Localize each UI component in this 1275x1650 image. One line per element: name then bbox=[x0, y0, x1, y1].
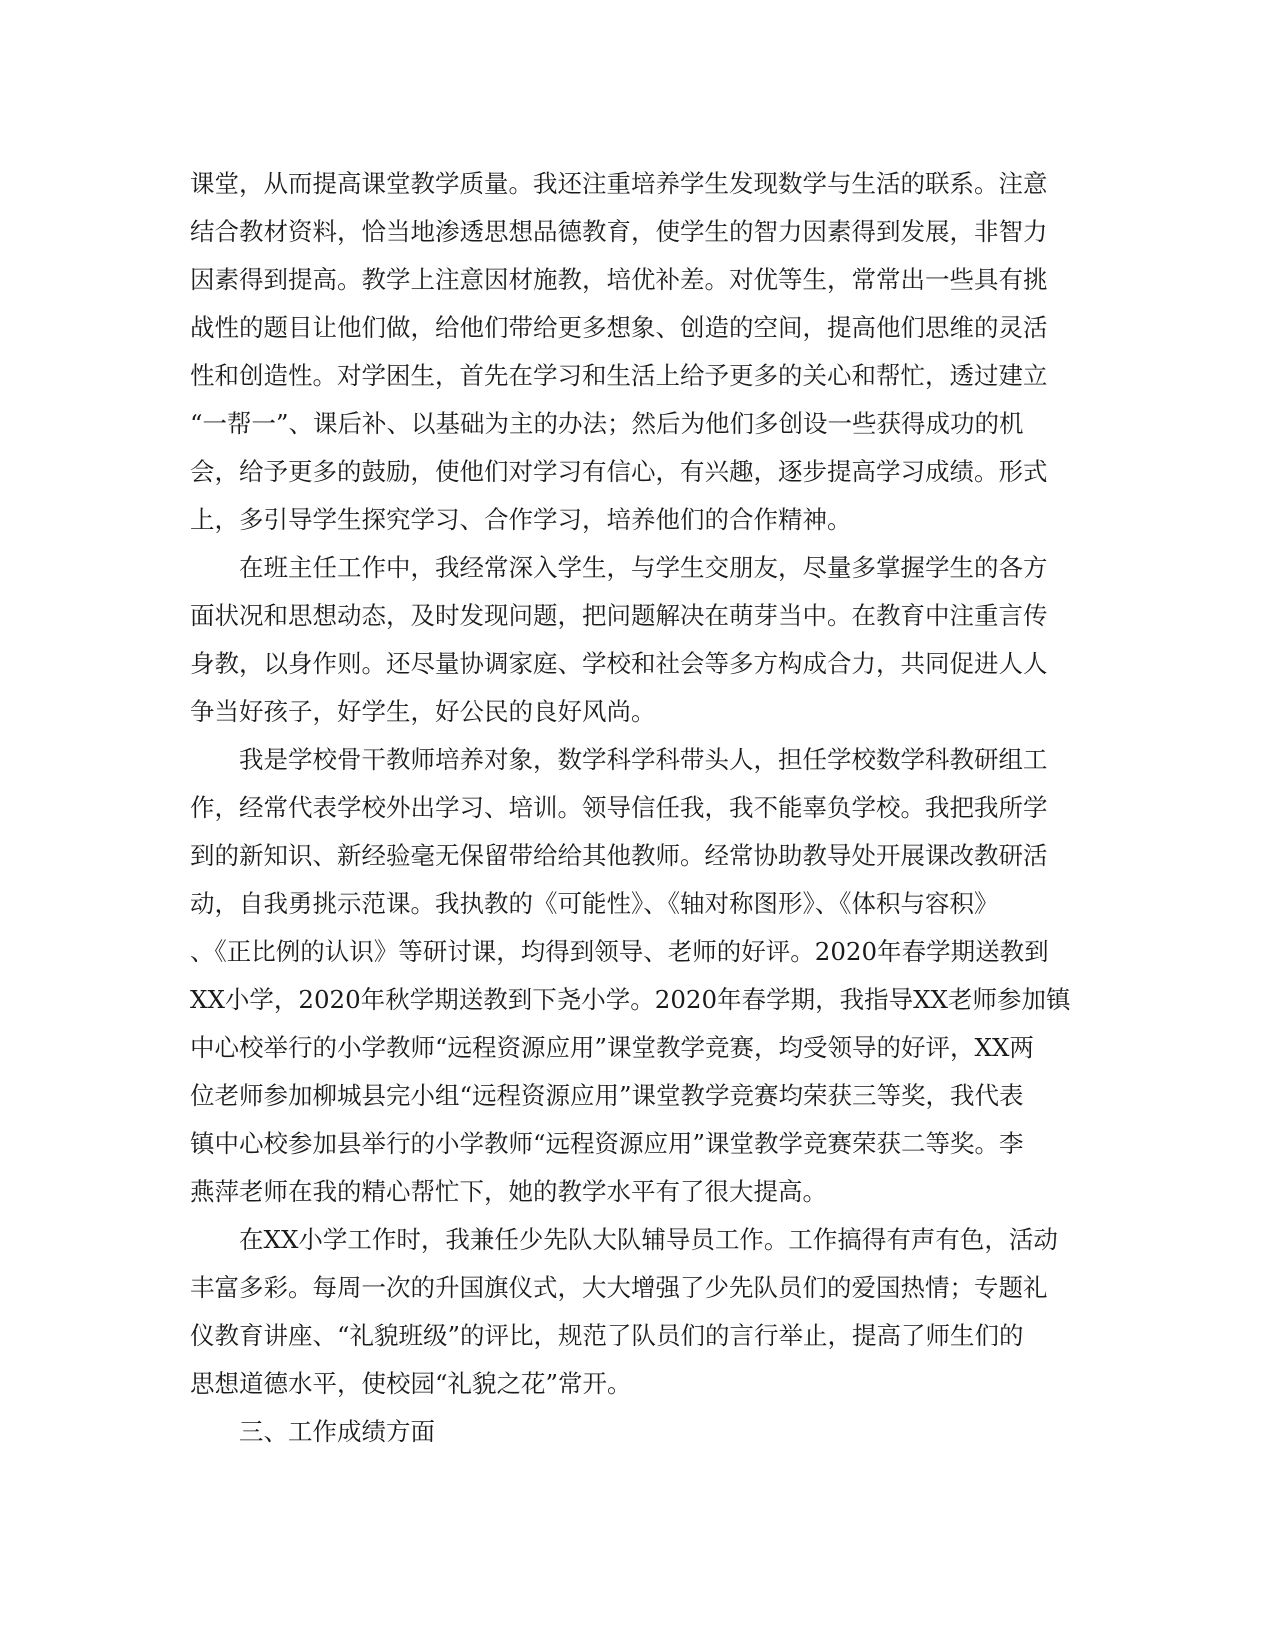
text-line: XX小学，2020年秋学期送教到下尧小学。2020年春学期，我指导XX老师参加镇 bbox=[190, 985, 1071, 1014]
paragraph bbox=[190, 160, 1070, 544]
document-body bbox=[190, 160, 1070, 1456]
text-line: 争当好孩子，好学生，好公民的良好风尚。 bbox=[190, 697, 656, 726]
text-line: 思想道德水平，使校园“礼貌之花”常开。 bbox=[190, 1369, 632, 1398]
text-line: 作，经常代表学校外出学习、培训。领导信任我，我不能辜负学校。我把我所学 bbox=[190, 793, 1048, 822]
paragraph bbox=[190, 736, 1070, 1216]
paragraph bbox=[190, 1216, 1070, 1408]
text-line: 我是学校骨干教师培养对象，数学科学科带头人，担任学校数学科教研组工 bbox=[239, 745, 1048, 774]
section-heading: 三、工作成绩方面 bbox=[239, 1417, 435, 1446]
paragraph bbox=[190, 544, 1070, 736]
text-line: 性和创造性。对学困生，首先在学习和生活上给予更多的关心和帮忙，透过建立 bbox=[190, 361, 1048, 390]
text-line: “一帮一”、课后补、以基础为主的办法；然后为他们多创设一些获得成功的机 bbox=[190, 409, 1024, 438]
text-line: 到的新知识、新经验毫无保留带给给其他教师。经常协助教导处开展课改教研活 bbox=[190, 841, 1048, 870]
text-line: 燕萍老师在我的精心帮忙下，她的教学水平有了很大提高。 bbox=[190, 1177, 827, 1206]
text-line: 上，多引导学生探究学习、合作学习，培养他们的合作精神。 bbox=[190, 505, 852, 534]
text-line: 课堂，从而提高课堂教学质量。我还注重培养学生发现数学与生活的联系。注意 bbox=[190, 169, 1048, 198]
text-line: 身教，以身作则。还尽量协调家庭、学校和社会等多方构成合力，共同促进人人 bbox=[190, 649, 1048, 678]
text-line: 结合教材资料，恰当地渗透思想品德教育，使学生的智力因素得到发展，非智力 bbox=[190, 217, 1048, 246]
text-line: 在XX小学工作时，我兼任少先队大队辅导员工作。工作搞得有声有色，活动 bbox=[239, 1225, 1058, 1254]
text-line: 仪教育讲座、“礼貌班级”的评比，规范了队员们的言行举止，提高了师生们的 bbox=[190, 1321, 1024, 1350]
text-line: 镇中心校参加县举行的小学教师“远程资源应用”课堂教学竞赛荣获二等奖。李 bbox=[190, 1129, 1024, 1158]
text-line: 在班主任工作中，我经常深入学生，与学生交朋友，尽量多掌握学生的各方 bbox=[239, 553, 1048, 582]
text-line: 战性的题目让他们做，给他们带给更多想象、创造的空间，提高他们思维的灵活 bbox=[190, 313, 1048, 342]
text-line: 位老师参加柳城县完小组“远程资源应用”课堂教学竞赛均荣获三等奖，我代表 bbox=[190, 1081, 1024, 1110]
text-line: 会，给予更多的鼓励，使他们对学习有信心，有兴趣，逐步提高学习成绩。形式 bbox=[190, 457, 1048, 486]
text-line: 动，自我勇挑示范课。我执教的《可能性》、《轴对称图形》、《体积与容积》 bbox=[190, 889, 999, 918]
text-line: 、《正比例的认识》等研讨课，均得到领导、老师的好评。2020年春学期送教到 bbox=[190, 937, 1049, 966]
text-line: 因素得到提高。教学上注意因材施教，培优补差。对优等生，常常出一些具有挑 bbox=[190, 265, 1048, 294]
text-line: 中心校举行的小学教师“远程资源应用”课堂教学竞赛，均受领导的好评，XX两 bbox=[190, 1033, 1034, 1062]
text-line: 丰富多彩。每周一次的升国旗仪式，大大增强了少先队员们的爱国热情；专题礼 bbox=[190, 1273, 1048, 1302]
text-line: 面状况和思想动态，及时发现问题，把问题解决在萌芽当中。在教育中注重言传 bbox=[190, 601, 1048, 630]
